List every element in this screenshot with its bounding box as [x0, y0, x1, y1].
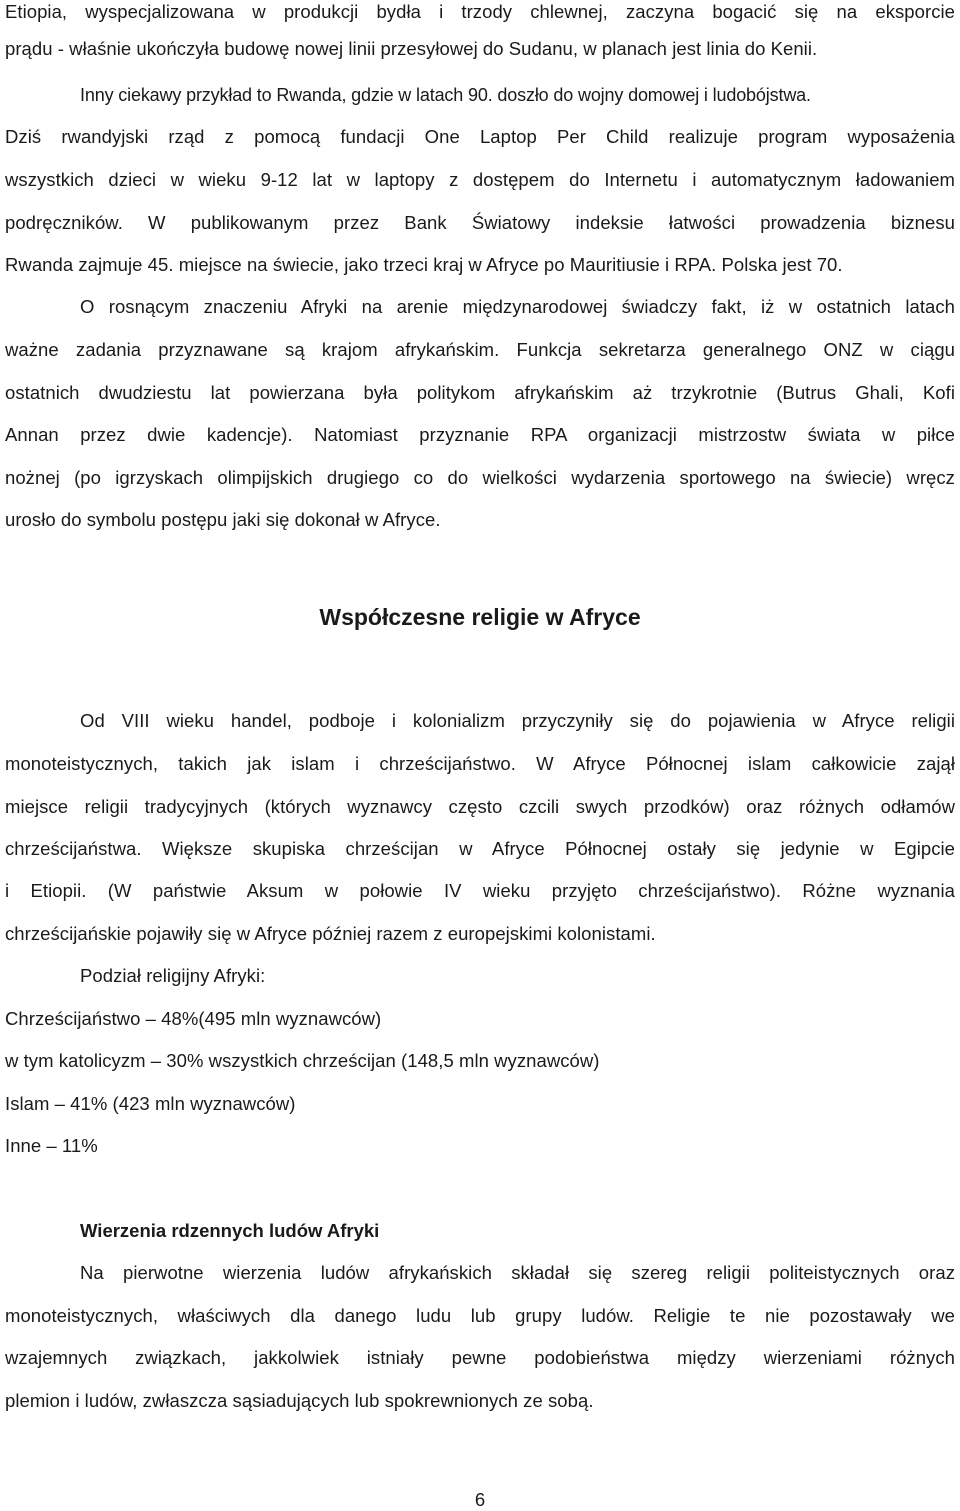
text-line: nożnej (po igrzyskach olimpijskich drugiego co do wielkości wydarzenia sportowego na świecie) wręcz: [5, 467, 955, 488]
text-line: Od VIII wieku handel, podboje i kolonializm przyczyniły się do pojawienia w Afryce religii: [80, 710, 955, 731]
text-line: i Etiopii. (W państwie Aksum w połowie IV wieku przyjęto chrześcijaństwo). Różne wyznania: [5, 880, 955, 901]
text-line: Rwanda zajmuje 45. miejsce na świecie, jako trzeci kraj w Afryce po Mauritiusie i RPA. Polska jest 70.: [5, 254, 843, 275]
text-line: O rosnącym znaczeniu Afryki na arenie międzynarodowej świadczy fakt, iż w ostatnich latach: [80, 296, 955, 317]
text-line: wszystkich dzieci w wieku 9-12 lat w laptopy z dostępem do Internetu i automatycznym ładowaniem: [5, 169, 955, 190]
text-line: Annan przez dwie kadencje). Natomiast przyznanie RPA organizacji mistrzostw świata w piłce: [5, 424, 955, 445]
text-line: monoteistycznych, takich jak islam i chrześcijaństwo. W Afryce Północnej islam całkowicie zajął: [5, 753, 955, 774]
text-line: chrześcijaństwa. Większe skupiska chrześcijan w Afryce Północnej ostały się jedynie w Egipcie: [5, 838, 955, 859]
text-line: wzajemnych związkach, jakkolwiek istniały pewne podobieństwa między wierzeniami różnych: [5, 1347, 955, 1368]
text-line: miejsce religii tradycyjnych (których wyznawcy często czcili swych przodków) oraz różnych odłamów: [5, 796, 955, 817]
text-line: prądu - właśnie ukończyła budowę nowej linii przesyłowej do Sudanu, w planach jest linia do Kenii.: [5, 38, 818, 59]
section-heading: Współczesne religie w Afryce: [319, 604, 641, 630]
subsection-heading: Wierzenia rdzennych ludów Afryki: [80, 1220, 380, 1241]
division-item: Chrześcijaństwo – 48%(495 mln wyznawców): [5, 1008, 382, 1029]
text-line: podręczników. W publikowanym przez Bank Światowy indeksie łatwości prowadzenia biznesu: [5, 212, 955, 233]
text-line: Etiopia, wyspecjalizowana w produkcji bydła i trzody chlewnej, zaczyna bogacić się na eksporcie: [5, 1, 955, 22]
text-line: Dziś rwandyjski rząd z pomocą fundacji One Laptop Per Child realizuje program wyposażenia: [5, 126, 955, 147]
text-line: urosło do symbolu postępu jaki się dokonał w Afryce.: [5, 509, 441, 530]
text-line: ostatnich dwudziestu lat powierzana była politykom afrykańskim aż trzykrotnie (Butrus Ghali, Kofi: [5, 382, 955, 403]
division-item: Islam – 41% (423 mln wyznawców): [5, 1093, 296, 1114]
text-line: Inny ciekawy przykład to Rwanda, gdzie w latach 90. doszło do wojny domowej i ludobójstwa.: [80, 85, 811, 105]
text-line: plemion i ludów, zwłaszcza sąsiadujących lub spokrewnionych ze sobą.: [5, 1390, 594, 1411]
division-item: w tym katolicyzm – 30% wszystkich chrześcijan (148,5 mln wyznawców): [5, 1050, 600, 1071]
division-item: Inne – 11%: [5, 1135, 98, 1156]
text-line: ważne zadania przyznawane są krajom afrykańskim. Funkcja sekretarza generalnego ONZ w ciągu: [5, 339, 955, 360]
division-title: Podział religijny Afryki:: [80, 965, 266, 986]
text-line: Na pierwotne wierzenia ludów afrykańskich składał się szereg religii politeistycznych oraz: [80, 1262, 955, 1283]
text-line: monoteistycznych, właściwych dla danego ludu lub grupy ludów. Religie te nie pozostawały we: [5, 1305, 955, 1326]
text-line: chrześcijańskie pojawiły się w Afryce później razem z europejskimi kolonistami.: [5, 923, 656, 944]
page-number: 6: [474, 1489, 486, 1510]
